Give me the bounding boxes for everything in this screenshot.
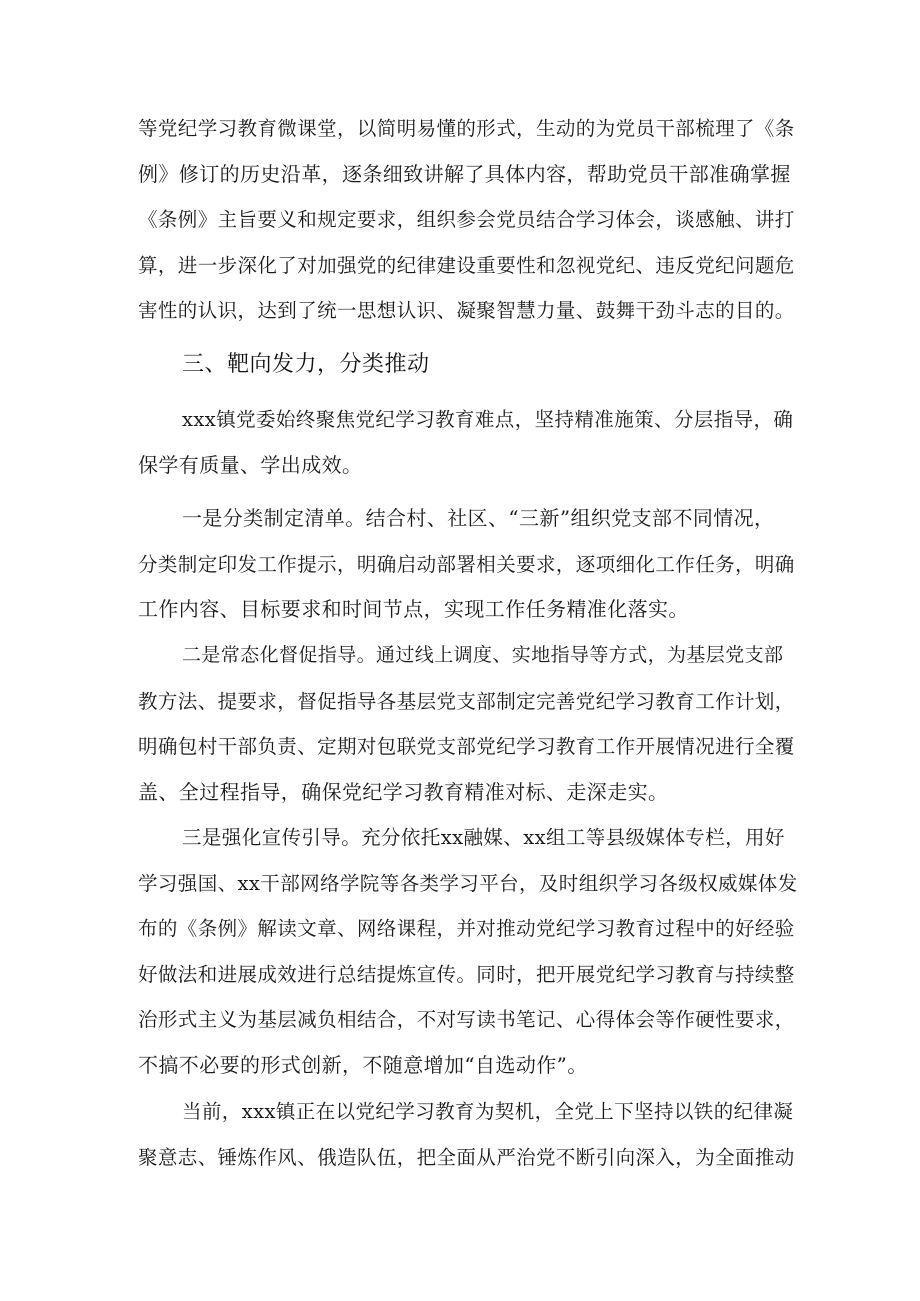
text-line: 不搞不必要的形式创新，不随意增加“自选动作”。 (138, 1052, 588, 1077)
text-line: 明确包村干部负责、定期对包联党支部党纪学习教育工作开展情况进行全覆 (138, 735, 795, 758)
paragraph-3 (138, 496, 798, 633)
text-line: 三是强化宣传引导。充分依托xx融媒、xx组工等县级媒体专栏，用好 (182, 826, 785, 849)
text-line: 聚意志、锤炼作风、俄造队伍，把全面从严治党不断引向深入，为全面推动 (138, 1145, 795, 1169)
text-line: 例》修订的历史沿革，逐条细致讲解了具体内容，帮助党员干部准确掌握 (138, 161, 791, 186)
text-line: 保学有质量、学出成效。 (138, 452, 363, 477)
text-line: 教方法、提要求，督促指导各基层党支部制定完善党纪学习教育工作计划， (138, 689, 795, 713)
paragraph-2 (138, 397, 798, 488)
text-line: 等党纪学习教育微课堂，以简明易懂的形式，生动的为党员干部梳理了《条 (138, 117, 795, 140)
text-line: 当前，xxx镇正在以党纪学习教育为契机，全党上下坚持以铁的纪律凝 (182, 1100, 794, 1123)
text-line: xxx镇党委始终聚焦党纪学习教育难点，坚持精准施策、分层指导，确 (182, 408, 794, 431)
text-line: 一是分类制定清单。结合村、社区、“三新”组织党支部不同情况， (182, 506, 775, 530)
text-line: 《条例》主旨要义和规定要求，组织参会党员结合学习体会，谈感触、讲打 (138, 208, 795, 231)
text-line: 盖、全过程指导，确保党纪学习教育精准对标、走深走实。 (138, 779, 669, 804)
text-line: 算，进一步深化了对加强党的纪律建设重要性和忽视党纪、违反党纪问题危 (138, 253, 795, 277)
text-line: 二是常态化督促指导。通过线上调度、实地指导等方式，为基层党支部 (182, 644, 784, 666)
text-line: 好做法和进展成效进行总结提炼宣传。同时，把开展党纪学习教育与持续整 (138, 962, 795, 986)
paragraph-5 (138, 815, 798, 1088)
text-line: 学习强国、xx干部网络学院等各类学习平台，及时组织学习各级权威媒体发 (138, 871, 798, 895)
text-line: 工作内容、目标要求和时间节点，实现工作任务精准化落实。 (138, 597, 689, 621)
text-line: 布的《条例》解读文章、网络课程，并对推动党纪学习教育过程中的好经验 (138, 917, 795, 940)
text-line: 分类制定印发工作提示，明确启动部署相关要求，逐项细化工作任务，明确 (138, 552, 795, 576)
text-line: 治形式主义为基层减负相结合，不对写读书笔记、心得体会等作硬性要求， (138, 1008, 795, 1031)
section-heading: 三、靶向发力，分类推动 (182, 352, 430, 377)
text-line: 害性的认识，达到了统一思想认识、凝聚智慧力量、鼓舞干劲斗志的目的。 (138, 299, 795, 322)
paragraph-4 (138, 633, 798, 815)
paragraph-1 (138, 106, 798, 334)
paragraph-6 (138, 1089, 798, 1180)
